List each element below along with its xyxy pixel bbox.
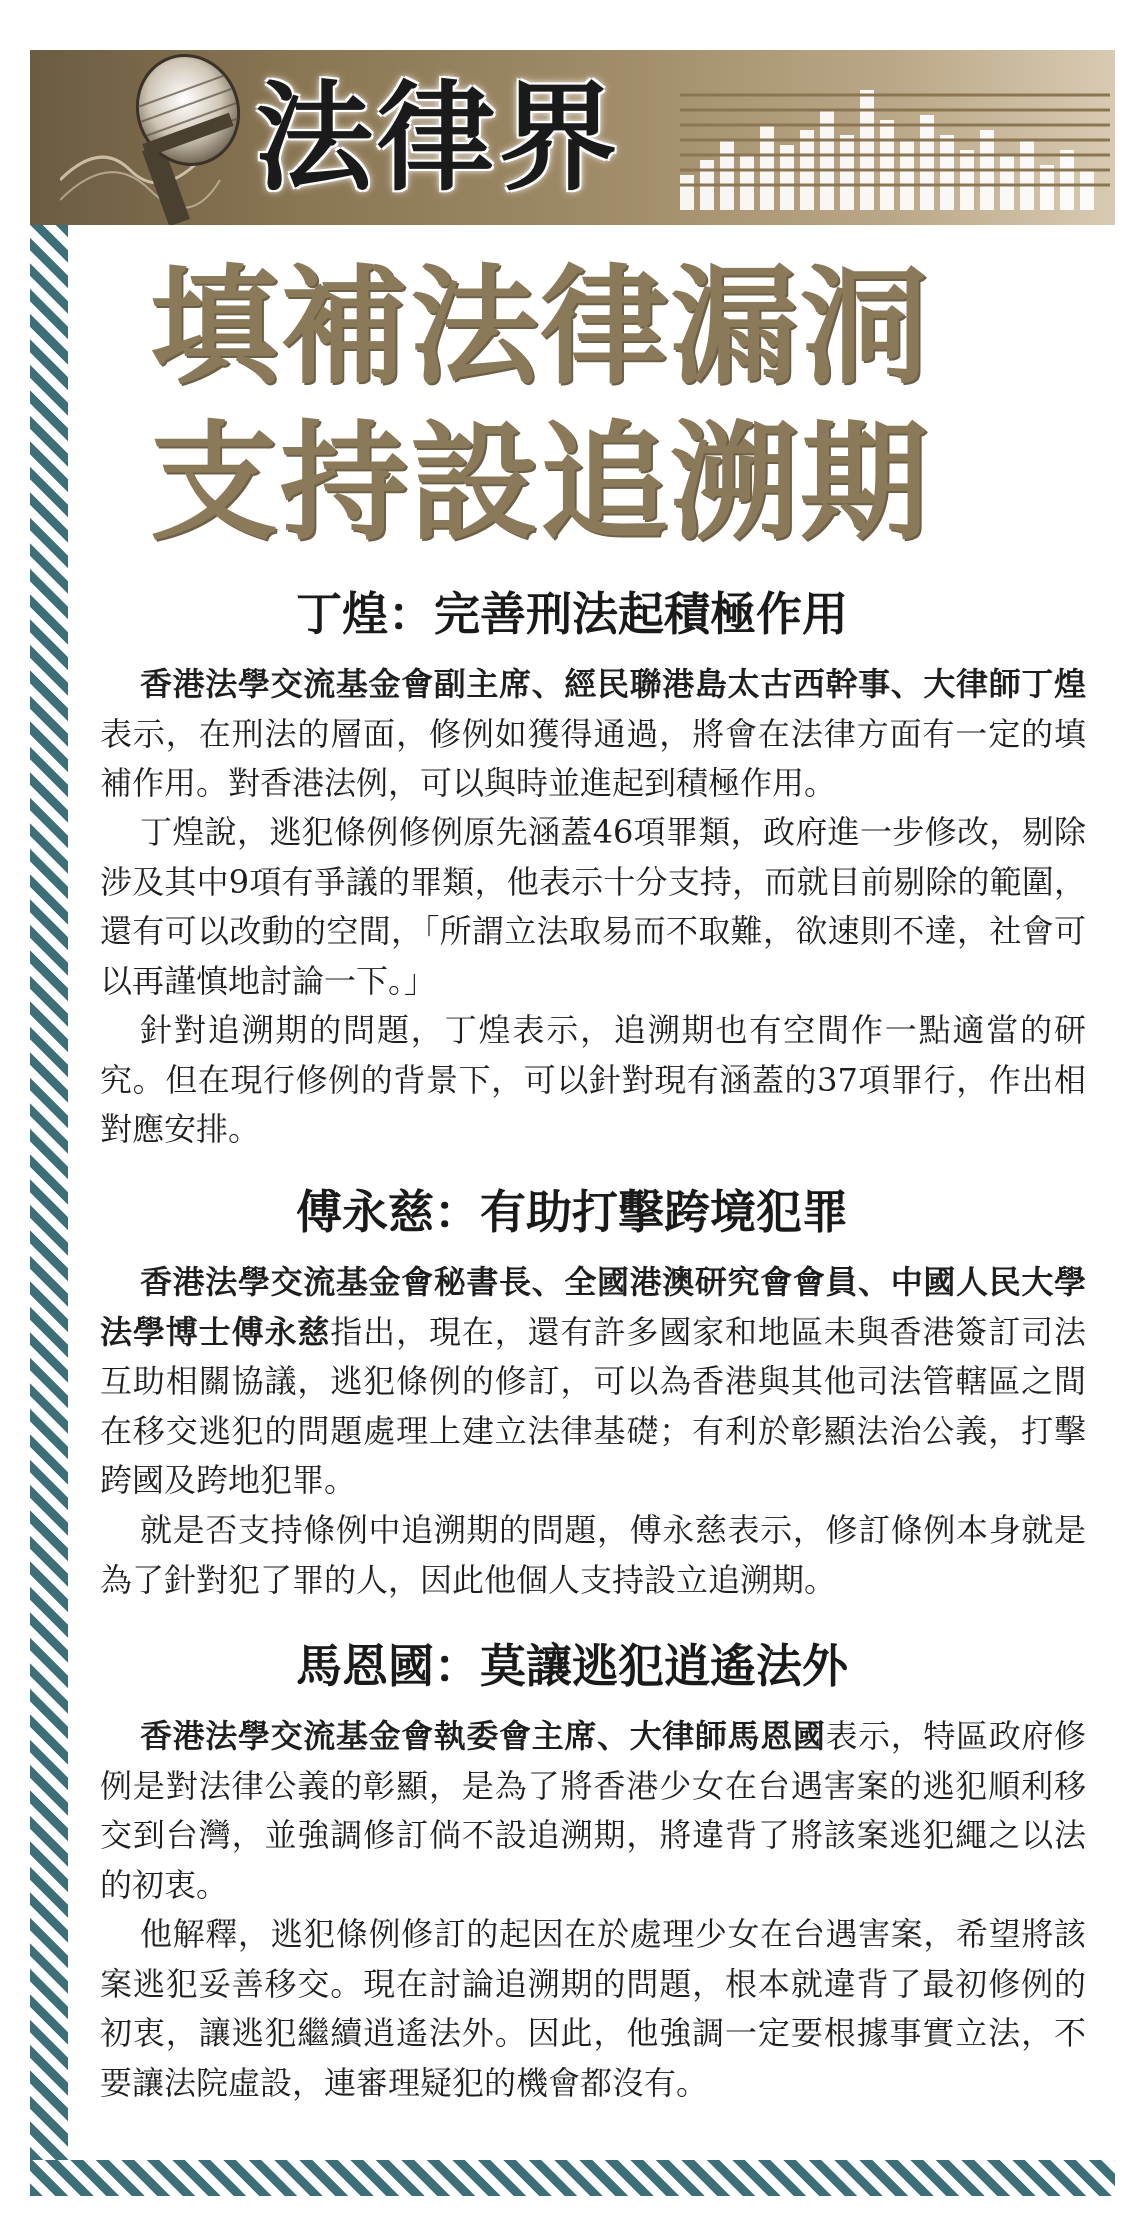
section-3-subhead: 馬恩國：莫讓逃犯逍遙法外: [296, 1639, 848, 1693]
section-1-paragraph-3: [100, 1006, 1086, 1155]
equalizer-graphic: [680, 80, 1110, 210]
section-1-paragraph-2: [100, 808, 1086, 1006]
section-1-paragraph-1: [100, 660, 1086, 809]
frame-bottom-stripe: [30, 2160, 1115, 2196]
speaker-title: 香港法學交流基金會秘書長、全國港澳研究會會員、中國人民大學法學博士傅永慈: [100, 1263, 1086, 1351]
section-label: 法律界: [255, 68, 622, 207]
section-banner: [30, 50, 1115, 225]
paragraph-text: 他解釋，逃犯條例修訂的起因在於處理少女在台遇害案，希望將該案逃犯妥善移交。現在討論追溯期的問題，根本就違背了最初修例的初衷，讓逃犯繼續逍遙法外。因此，他強調一定要根據事實立法，不要讓法院虛設，連審理疑犯的機會都沒有。: [100, 1915, 1086, 2102]
paragraph-text: 針對追溯期的問題，丁煌表示，追溯期也有空間作一點適當的研究。但在現行修例的背景下，可以針對現有涵蓋的37項罪行，作出相對應安排。: [100, 1011, 1086, 1148]
section-3-paragraph-1: [100, 1712, 1086, 1910]
paragraph-text: 指出，現在，還有許多國家和地區未與香港簽訂司法互助相關協議，逃犯條例的修訂，可以為香港與其他司法管轄區之間在移交逃犯的問題處理上建立法律基礎；有利於彰顯法治公義，打擊跨國及跨地犯罪。: [100, 1312, 1086, 1499]
paragraph-text: 就是否支持條例中追溯期的問題，傅永慈表示，修訂條例本身就是為了針對犯了罪的人，因此他個人支持設立追溯期。: [100, 1511, 1086, 1599]
paragraph-text: 表示，在刑法的層面，修例如獲得通過，將會在法律方面有一定的填補作用。對香港法例，可以與時並進起到積極作用。: [100, 714, 1086, 802]
speaker-title: 香港法學交流基金會副主席、經民聯港島太古西幹事、大律師丁煌: [140, 665, 1086, 703]
section-1-subhead: 丁煌：完善刑法起積極作用: [296, 587, 848, 641]
paragraph-text: 丁煌說，逃犯條例修例原先涵蓋46項罪類，政府進一步修改，剔除涉及其中9項有爭議的罪類，他表示十分支持，而就目前剔除的範圍，還有可以改動的空間，「所謂立法取易而不取難，欲速則不達，社會可以再謹慎地討論一下。」: [100, 813, 1086, 1000]
paragraph-text: 表示，特區政府修例是對法律公義的彰顯，是為了將香港少女在台遇害案的逃犯順利移交到台灣，並強調修訂倘不設追溯期，將違背了將該案逃犯繩之以法的初衷。: [100, 1717, 1086, 1904]
section-2-subhead: 傅永慈：有助打擊跨境犯罪: [296, 1185, 848, 1239]
section-3-paragraph-2: [100, 1910, 1086, 2108]
headline-line-1: 填補法律漏洞: [150, 252, 931, 402]
headline-line-2: 支持設追溯期: [150, 408, 931, 558]
section-2-paragraph-2: [100, 1506, 1086, 1605]
section-2-paragraph-1: [100, 1258, 1086, 1506]
speaker-title: 香港法學交流基金會執委會主席、大律師馬恩國: [140, 1717, 826, 1755]
